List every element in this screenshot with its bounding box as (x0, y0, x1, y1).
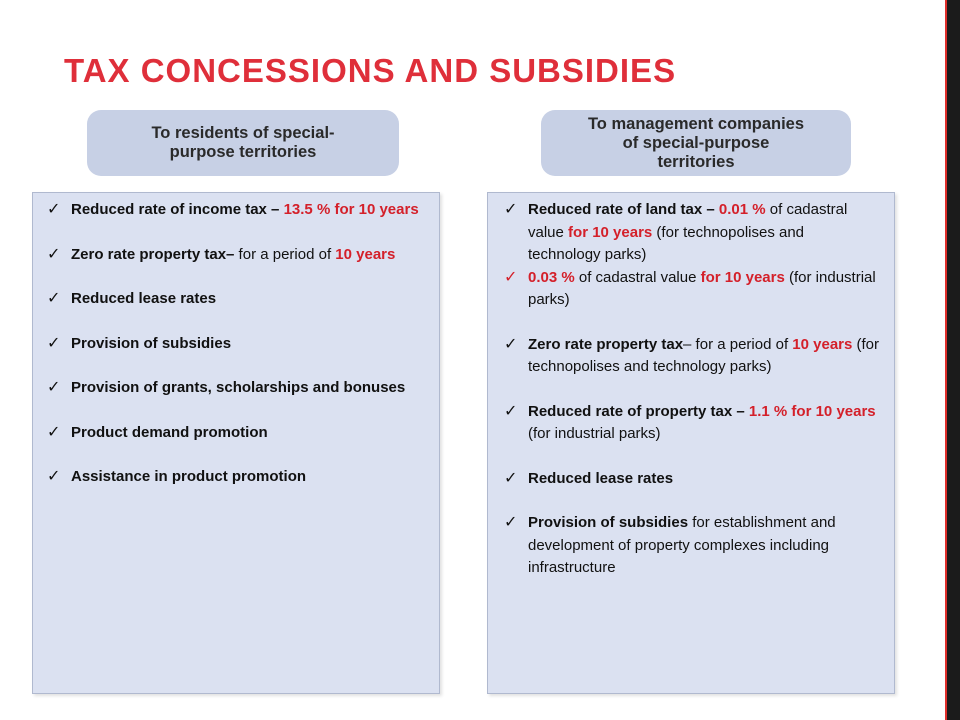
checkmark-icon: ✓ (47, 423, 61, 441)
checkmark-icon: ✓ (47, 468, 61, 485)
list-item (504, 512, 880, 580)
item-text: Provision of subsidies (528, 514, 689, 531)
list-item (504, 199, 880, 267)
item-text: for establishment and development of property complexes including infrastructure (528, 514, 836, 576)
item-text: Zero rate property tax– (71, 245, 235, 263)
item-text: Product demand promotion (71, 423, 268, 441)
item-text: Reduced lease rates (528, 469, 674, 487)
list-item (47, 199, 425, 222)
item-highlight: 0.03 % (528, 268, 575, 286)
checkmark-icon: ✓ (47, 201, 61, 218)
item-highlight: 13.5 % for 10 years (283, 201, 419, 218)
item-text: – for a period of (683, 335, 793, 353)
right-header-line: To management companies (587, 114, 805, 133)
item-highlight: for 10 years (700, 268, 785, 286)
list-item (504, 267, 880, 312)
checkmark-icon: ✓ (504, 402, 518, 420)
item-text: Reduced lease rates (71, 290, 217, 307)
right-header-pill (541, 110, 851, 176)
page-title: TAX CONCESSIONS AND SUBSIDIES (64, 52, 677, 89)
item-highlight: 1.1 % for 10 years (748, 402, 876, 420)
checkmark-icon: ✓ (47, 245, 61, 263)
item-text: of cadastral value (528, 201, 848, 241)
checkmark-icon: ✓ (504, 514, 518, 531)
item-text: (for industrial parks) (528, 425, 661, 442)
item-text: (for technopolises and technology parks) (528, 335, 880, 375)
list-item (47, 377, 425, 400)
left-header-line: purpose territories (169, 143, 317, 161)
item-highlight: 0.01 % (718, 201, 766, 218)
checkmark-icon: ✓ (504, 201, 518, 218)
checkmark-icon: ✓ (47, 290, 61, 307)
item-highlight: for 10 years (568, 223, 653, 241)
list-item (504, 468, 880, 491)
checkmark-icon: ✓ (504, 469, 518, 487)
item-text: Reduced rate of income tax – (71, 201, 284, 218)
management-benefits-panel (487, 192, 895, 694)
residents-benefits-panel (32, 192, 440, 694)
list-item (47, 422, 425, 445)
item-highlight: 10 years (792, 335, 853, 353)
list-item (504, 334, 880, 379)
right-header-line: of special-purpose (622, 133, 770, 152)
checkmark-icon: ✓ (504, 335, 518, 353)
left-header-line: To residents of special- (151, 124, 335, 142)
item-text: (for industrial parks) (528, 268, 876, 308)
list-item (47, 466, 425, 489)
list-item (47, 333, 425, 356)
item-text: for a period of (234, 245, 336, 263)
checkmark-icon: ✓ (47, 379, 61, 396)
item-text: Provision of grants, scholarships and bonuses (71, 379, 406, 396)
item-highlight: 10 years (335, 245, 396, 263)
residents-benefits-list (33, 193, 439, 489)
checkmark-icon: ✓ (47, 334, 61, 352)
list-item (504, 401, 880, 446)
right-header-line: territories (657, 152, 735, 171)
item-text: Reduced rate of land tax – (528, 201, 719, 218)
item-text: Provision of subsidies (71, 334, 232, 352)
left-header-pill (87, 110, 399, 176)
checkmark-icon: ✓ (504, 268, 518, 286)
list-item (47, 288, 425, 311)
item-text: of cadastral value (574, 268, 701, 286)
list-item (47, 244, 425, 267)
item-text: Reduced rate of property tax – (528, 402, 749, 420)
item-text: Zero rate property tax (528, 335, 684, 353)
item-text: Assistance in product promotion (71, 468, 307, 485)
item-text: (for technopolises and technology parks) (528, 223, 805, 263)
side-bar (947, 0, 960, 720)
management-benefits-list (488, 193, 894, 580)
